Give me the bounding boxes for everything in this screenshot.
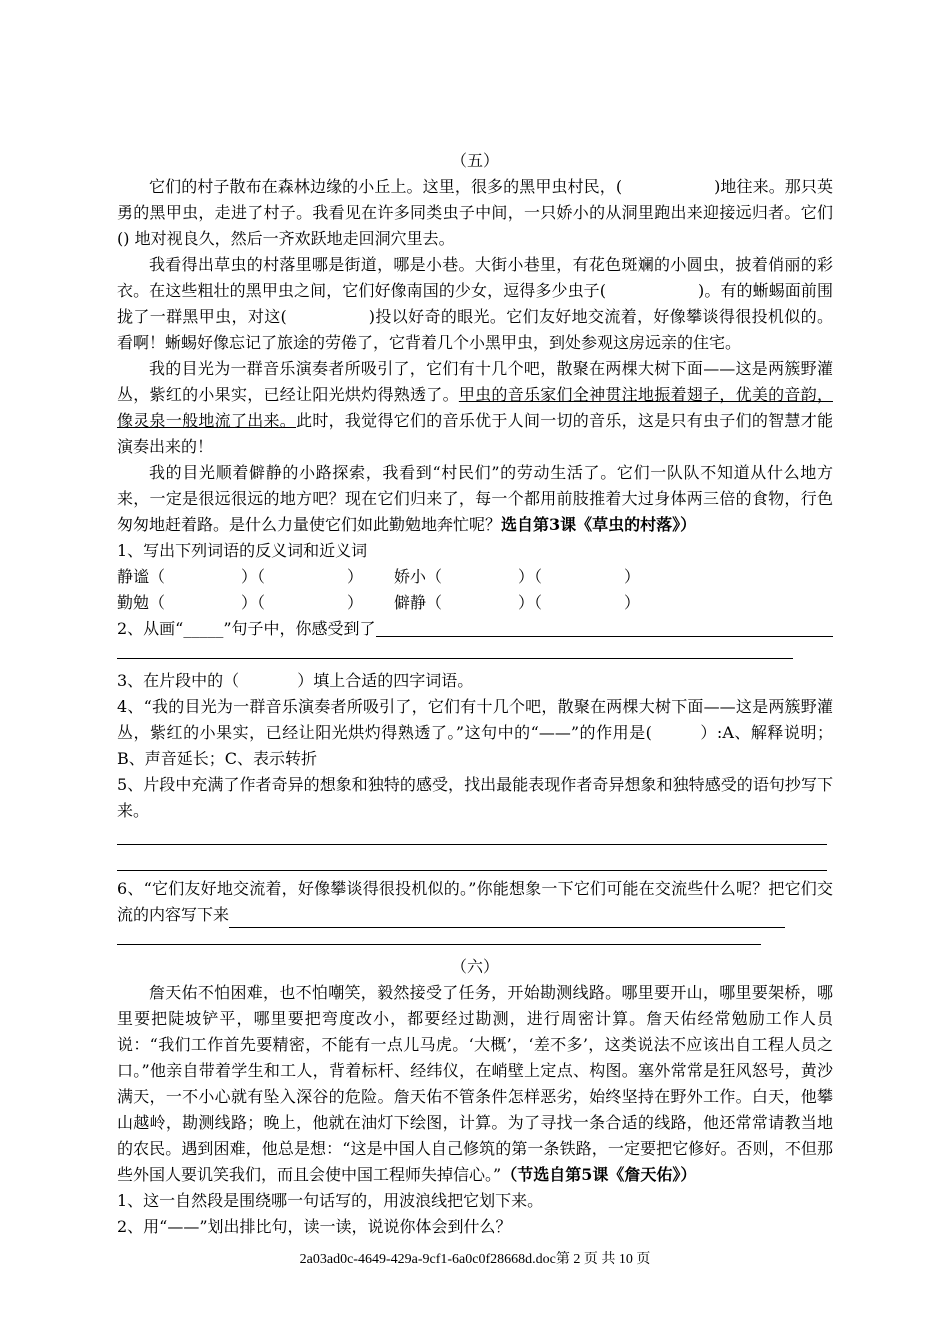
- text: 我的目光为一群音乐演奏者所吸引了，它们有十几个吧，散聚在两棵大树下面——这是两簇野灌丛，紫红的小果实，已经让阳光烘灼得熟透了。: [117, 359, 833, 404]
- text: 我的目光顺着僻静的小路探索，我看到“村民们”的劳动生活了。它们一队队不知道从什么地方来，一定是很远很远的地方吧？现在它们归来了，每一个都用前肢推着大过身体两三倍的食物，行色匆匆地赶着路。是什么力量使它们如此勤勉地奔忙呢？: [117, 463, 833, 534]
- text: 此时，我觉得它们的音乐优于人间一切的音乐，这是只有虫子们的智慧才能演奏出来的！: [117, 411, 833, 456]
- answer-line[interactable]: [117, 844, 827, 845]
- text: 我看得出草虫的村落里哪是街道，哪是小巷。大街小巷里，有花色斑斓的小圆虫，披着俏丽的彩衣。在这些粗壮的黑甲虫之间，它们好像南国的少女，逗得多少虫子(: [117, 255, 833, 300]
- s5-question-5: 5、片段中充满了作者奇异的想象和独特的感受，找出最能表现作者奇异想象和独特感受的语句抄写下来。: [117, 775, 833, 820]
- text: 3、在片段中的（: [117, 671, 240, 690]
- paren: ）: [347, 593, 364, 612]
- q1-row-2: [117, 590, 833, 616]
- text: )。有的蜥蜴面前围拢了一群黑甲虫，对这(: [117, 281, 833, 326]
- source-note: 选自第3课《草虫的村落》）: [501, 515, 697, 534]
- text: ) 地对视良久，然后一齐欢跃地走回洞穴里去。: [123, 229, 455, 248]
- section-6-title: （六）: [450, 957, 499, 976]
- paren: ）（: [518, 593, 543, 612]
- answer-line[interactable]: [117, 944, 761, 945]
- text: 它们的村子散布在森林边缘的小丘上。这里，很多的黑甲虫村民，(: [149, 177, 623, 196]
- paren: ）: [624, 593, 641, 612]
- s5-paragraph-1: [117, 174, 833, 252]
- q1-cell: [394, 590, 640, 616]
- source-note: （节选自第5课《詹天佑》）: [501, 1165, 697, 1184]
- section-5-title: （五）: [450, 151, 499, 170]
- word: 勤勉（: [117, 593, 166, 612]
- text: 詹天佑不怕困难，也不怕嘲笑，毅然接受了任务，开始勘测线路。哪里要开山，哪里要架桥，哪里要把陡坡铲平，哪里要把弯度改小，都要经过勘测，进行周密计算。詹天佑经常勉励工作人员说：“我们工作首先要精密，不能有一点儿马虎。‘大概’，‘差不多’，这类说法不应该出自工程人员之口。”他亲自带着学生和工人，背着标杆、经纬仪，在峭壁上定点、构图。塞外常常是狂风怒号，黄沙满天，一不小心就有坠入深谷的危险。詹天佑不管条件怎样恶劣，始终坚持在野外工作。白天，他攀山越岭，勘测线路；晚上，他就在油灯下绘图，计算。为了寻找一条合适的线路，他还常常请教当地的农民。遇到困难，他总是想：“这是中国人自己修筑的第一条铁路，一定要把它修好。否则，不但那些外国人要讥笑我们，而且会使中国工程师失掉信心。”: [117, 983, 833, 1184]
- q1-row-1: [117, 564, 833, 590]
- answer-line[interactable]: [117, 658, 793, 659]
- text: ）填上合适的四字词语。: [297, 671, 474, 690]
- s5-question-2: [117, 616, 833, 642]
- s5-question-4: [117, 694, 833, 772]
- word: 娇小（: [394, 567, 443, 586]
- text: )投以好奇的眼光。它们友好地交流着，好像攀谈得很投机似的。看啊！蜥蜴好像忘记了旅途的劳倦了，它背着几个小黑甲虫，到处参观这房远亲的住宅。: [117, 307, 833, 352]
- s6-question-2: 2、用“——”划出排比句，读一读，说说你体会到什么？: [117, 1217, 512, 1236]
- answer-line[interactable]: [229, 907, 785, 928]
- text: 4、“我的目光为一群音乐演奏者所吸引了，它们有十几个吧，散聚在两棵大树下面——这是两簇野灌丛，紫红的小果实，已经让阳光烘灼得熟透了。”这句中的“——”的作用是(: [117, 697, 833, 742]
- q1-cell: [117, 590, 394, 616]
- answer-area: [117, 642, 833, 668]
- answer-line[interactable]: [376, 616, 833, 637]
- s6-paragraph-1: [117, 980, 833, 1188]
- q1-cell: [117, 564, 394, 590]
- page-content: [117, 148, 833, 1240]
- s5-paragraph-3: [117, 356, 833, 460]
- page-footer: 2a03ad0c-4649-429a-9cf1-6a0c0f28668d.doc第 2 页 共 10 页: [299, 1252, 651, 1267]
- text: )地往来。那只英勇的黑甲虫，走进了村子。我看见在许多同类虫子中间，一只娇小的从洞里跑出来迎接远归者。它们(: [117, 177, 833, 248]
- paren: ）（: [241, 567, 266, 586]
- q1-cell: [394, 564, 640, 590]
- text: ）:A、解释说明；B、声音延长；C、表示转折: [117, 723, 833, 768]
- paren: ）: [347, 567, 364, 586]
- answer-area: [117, 824, 833, 876]
- answer-area: [117, 928, 833, 954]
- word: 静谧（: [117, 567, 166, 586]
- s5-paragraph-2: [117, 252, 833, 356]
- answer-line[interactable]: [117, 870, 827, 871]
- underlined-sentence: 甲虫的音乐家们全神贯注地振着翅子，优美的音韵，像灵泉一般地流了出来。: [117, 385, 833, 430]
- text: 2、从画“_____”句子中，你感受到了: [117, 619, 376, 638]
- paren: ）: [624, 567, 641, 586]
- s5-question-6: [117, 876, 833, 928]
- word: 僻静（: [394, 593, 443, 612]
- paren: ）（: [518, 567, 543, 586]
- paren: ）（: [241, 593, 266, 612]
- s6-question-1: 1、这一自然段是围绕哪一句话写的，用波浪线把它划下来。: [117, 1191, 544, 1210]
- s5-question-3: [117, 668, 833, 694]
- s5-paragraph-4: [117, 460, 833, 538]
- s5-question-1: 1、写出下列词语的反义词和近义词: [117, 541, 368, 560]
- text: 6、“它们友好地交流着，好像攀谈得很投机似的。”你能想象一下它们可能在交流些什么呢？把它们交流的内容写下来: [117, 879, 833, 924]
